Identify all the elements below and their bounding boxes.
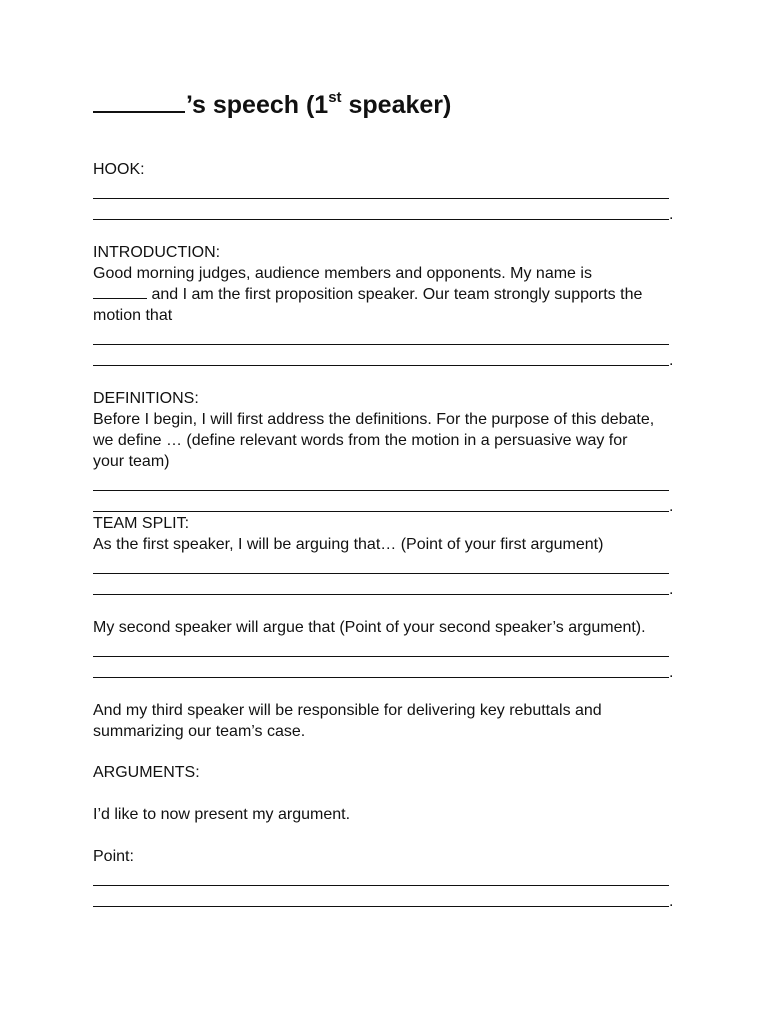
title-superscript: st <box>328 88 342 106</box>
third-speaker-text: And my third speaker will be responsible for delivering key rebuttals and summarizing our team’s case. <box>93 702 602 740</box>
writing-line <box>93 867 669 888</box>
writing-line <box>93 180 669 201</box>
argument-intro-text: I’d like to now present my argument. <box>93 806 351 823</box>
writing-line <box>93 576 674 598</box>
writing-line <box>93 659 674 681</box>
point-section <box>93 846 673 909</box>
writing-line <box>93 472 669 493</box>
second-speaker-text: My second speaker will argue that (Point of your second speaker’s argument). <box>93 619 646 636</box>
arguments-label: ARGUMENTS: <box>93 764 200 781</box>
title-tail: speaker) <box>341 91 452 119</box>
introduction-label: INTRODUCTION: <box>93 244 221 261</box>
introduction-text-end: and I am the first proposition speaker. Our team strongly supports the motion that <box>93 286 643 324</box>
line-end-mark: . <box>669 893 674 910</box>
writing-line <box>93 888 674 910</box>
speaker-name-blank <box>93 284 147 299</box>
writing-line <box>93 201 674 223</box>
introduction-section <box>93 242 673 368</box>
line-end-mark: . <box>669 352 674 369</box>
definitions-text: Before I begin, I will first address the definitions. For the purpose of this debate, we define … (define relevant words from the motion in a persuasive way for your team) <box>93 411 655 470</box>
title-text: ’s speech (1 <box>186 91 329 119</box>
definitions-section <box>93 388 673 514</box>
team-split-section <box>93 513 673 597</box>
writing-line <box>93 326 669 347</box>
line-end-mark: . <box>669 206 674 223</box>
writing-line <box>93 638 669 659</box>
writing-line <box>93 347 674 369</box>
hook-label: HOOK: <box>93 161 145 178</box>
line-end-mark: . <box>669 581 674 598</box>
introduction-text-start: Good morning judges, audience members and opponents. My name is <box>93 265 592 282</box>
hook-section <box>93 159 673 222</box>
line-end-mark: . <box>669 664 674 681</box>
line-end-mark: . <box>669 498 674 515</box>
writing-line <box>93 555 669 576</box>
arguments-section <box>93 762 673 783</box>
second-speaker-section <box>93 617 673 680</box>
introduction-text <box>93 263 673 326</box>
definitions-label: DEFINITIONS: <box>93 390 199 407</box>
page-title <box>93 88 451 122</box>
first-speaker-text: As the first speaker, I will be arguing that… (Point of your first argument) <box>93 536 604 553</box>
argument-intro-section <box>93 804 673 825</box>
point-label: Point: <box>93 848 134 865</box>
name-blank <box>93 91 185 113</box>
third-speaker-section <box>93 700 673 742</box>
writing-line <box>93 493 674 515</box>
team-split-label: TEAM SPLIT: <box>93 515 190 532</box>
